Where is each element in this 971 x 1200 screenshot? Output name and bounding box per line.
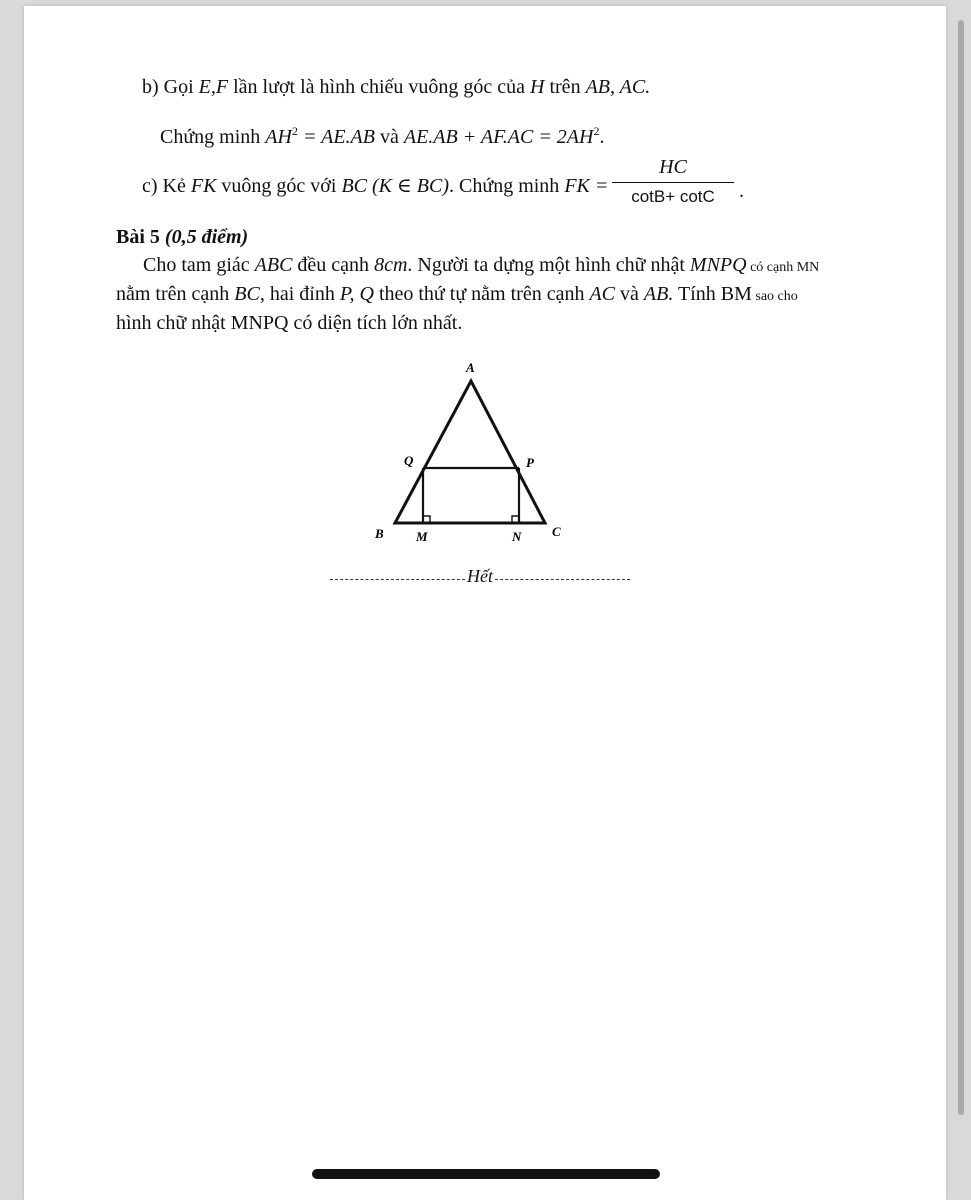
math-equation-1: = AE.AB (297, 126, 375, 148)
math-bc: BC (234, 283, 260, 305)
label-b: B (375, 526, 384, 541)
home-indicator[interactable] (312, 1169, 660, 1179)
math-bc: BC (K ∈ BC) (341, 175, 450, 197)
bai5-line-1 (143, 254, 819, 277)
text: b) Gọi (142, 76, 199, 98)
text: có cạnh MN (746, 260, 820, 275)
text: , hai đỉnh (259, 283, 340, 305)
question-c-line (142, 173, 608, 198)
label-m: M (416, 529, 428, 544)
text: Chứng minh (160, 126, 266, 148)
text: c) Kẻ (142, 175, 191, 197)
math-equation-2: AE.AB + AF.AC = 2AH (403, 126, 594, 148)
math-abc: ABC (254, 254, 293, 276)
label-a: A (466, 360, 475, 375)
text: và (615, 283, 644, 305)
triangle-abc (395, 381, 545, 523)
question-b-line-2 (160, 126, 604, 149)
math-fk-equals: FK = (564, 175, 609, 197)
text: . (599, 126, 605, 148)
text: . Chứng minh (449, 175, 565, 197)
fraction-numerator: HC (659, 156, 687, 178)
exponent: 2 (593, 124, 600, 138)
math-ac: AC (589, 283, 616, 305)
text: sao cho (751, 289, 798, 304)
text: vuông góc với (216, 175, 342, 197)
dash-line-left (330, 579, 465, 580)
bai5-points: (0,5 điểm) (159, 226, 249, 248)
math-ah: AH (265, 126, 292, 148)
end-marker-text: Hết (467, 566, 493, 586)
text: nằm trên cạnh (116, 283, 235, 305)
label-p: P (526, 455, 534, 470)
math-ef: E,F (198, 76, 229, 98)
text: Tính (673, 283, 721, 305)
fraction (608, 156, 738, 207)
text: đều cạnh (292, 254, 375, 276)
bai5-line-3: hình chữ nhật MNPQ có diện tích lớn nhất. (116, 312, 463, 334)
fraction-end-dot: . (739, 180, 744, 202)
text: lần lượt là hình chiếu vuông góc của (228, 76, 531, 98)
text: theo thứ tự nằm trên cạnh (373, 283, 590, 305)
text: Cho tam giác (143, 254, 255, 276)
question-b-line-1 (142, 76, 650, 99)
math-ab: AB. (643, 283, 674, 305)
end-marker (330, 566, 630, 587)
bai5-title: Bài 5 (116, 226, 160, 248)
label-n: N (512, 529, 522, 544)
label-q: Q (404, 453, 414, 468)
math-length: 8cm (374, 254, 408, 276)
label-c: C (552, 524, 561, 539)
math-mnpq: MNPQ (689, 254, 747, 276)
fraction-denominator: cotB+ cotC (631, 187, 715, 206)
math-pq: P, Q (339, 283, 374, 305)
text: . Người ta dựng một hình chữ nhật (407, 254, 690, 276)
bai5-heading (116, 226, 248, 249)
text-bm: BM (720, 283, 752, 305)
math-ab-ac: AB, AC. (585, 76, 651, 98)
dash-line-right (495, 579, 630, 580)
scrollbar[interactable] (958, 20, 964, 1115)
text: trên (544, 76, 586, 98)
math-h: H (530, 76, 545, 98)
text: và (374, 126, 404, 148)
bai5-line-2 (116, 283, 798, 306)
math-fk: FK (190, 175, 217, 197)
exponent: 2 (291, 124, 298, 138)
triangle-figure (360, 352, 590, 548)
